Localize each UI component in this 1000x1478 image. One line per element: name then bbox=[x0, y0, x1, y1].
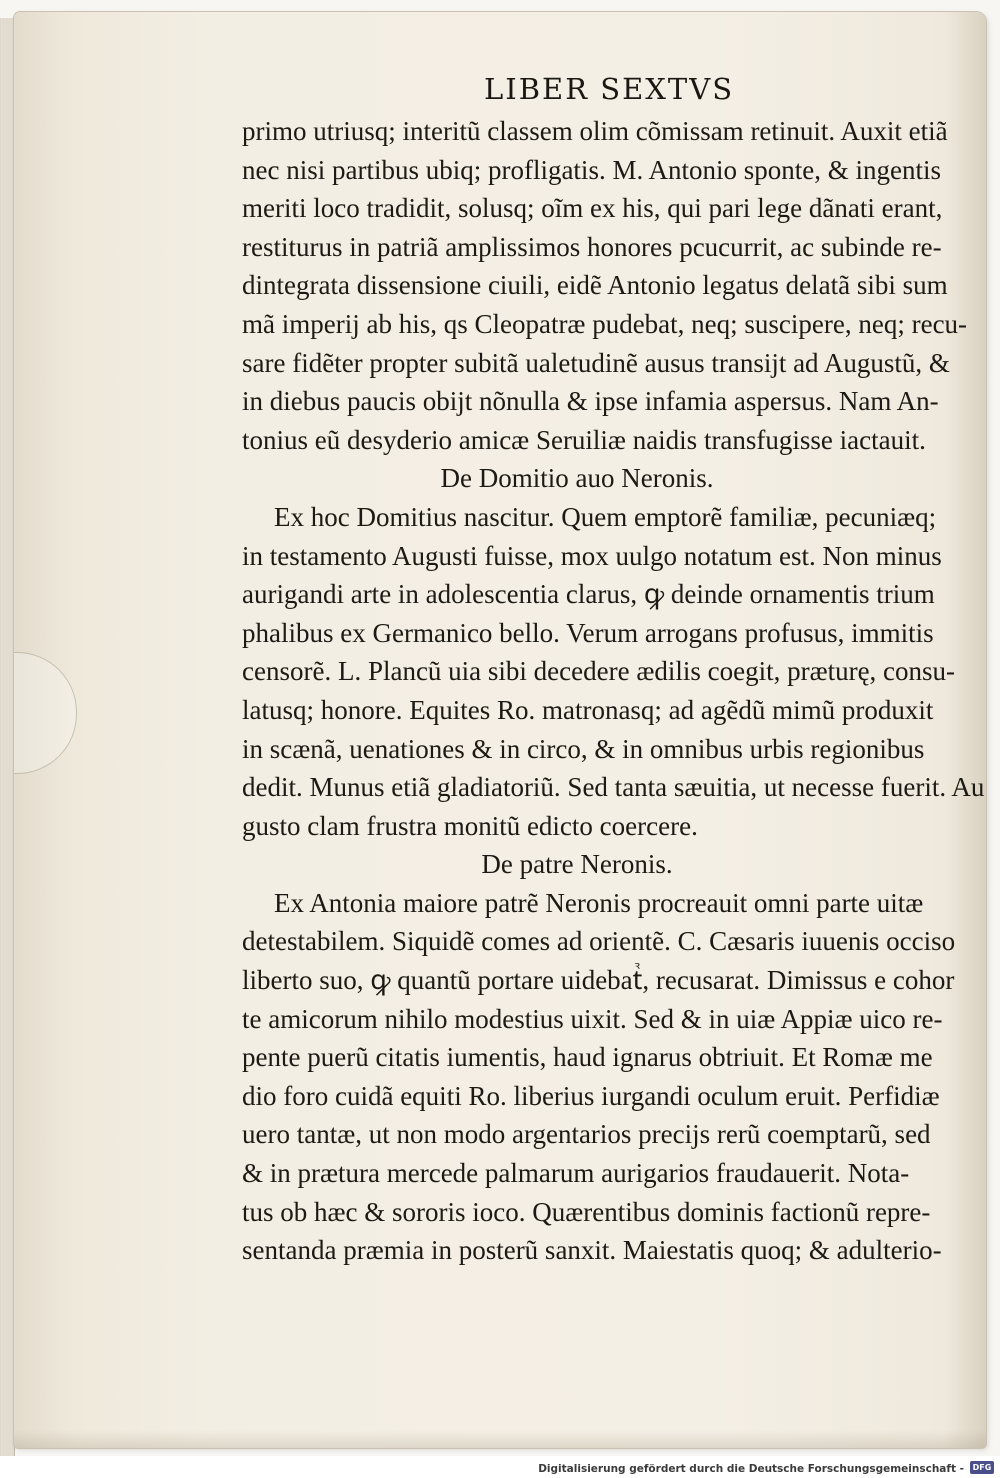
running-head: LIBER SEXTVS bbox=[484, 72, 735, 106]
text-line: Ex Antonia maiore patrẽ Neronis procreauit omni parte uitæ bbox=[274, 887, 924, 918]
text-line: in scænã, uenationes & in circo, & in omnibus urbis regionibus bbox=[242, 733, 925, 764]
text-line: meriti loco tradidit, solusq; oĩm ex his, qui pari lege dãnati erant, bbox=[242, 193, 943, 224]
section-heading: De patre Neronis. bbox=[481, 849, 673, 880]
text-line: & in prætura mercede palmarum aurigarios fraudauerit. Nota- bbox=[242, 1158, 910, 1189]
text-line: gusto clam frustra monitũ edicto coercere. bbox=[242, 810, 698, 841]
text-line: detestabilem. Siquidẽ comes ad orientẽ. C. Cæsaris iuuenis occiso bbox=[242, 926, 956, 957]
text-line: in testamento Augusti fuisse, mox uulgo notatum est. Non minus bbox=[242, 540, 942, 571]
text-line: te amicorum nihilo modestius uixit. Sed & in uiæ Appiæ uico re- bbox=[242, 1003, 943, 1034]
footer-bar bbox=[0, 1456, 1000, 1478]
text-line: sare fidẽter propter subitã ualetudinẽ ausus transijt ad Augustũ, & bbox=[242, 347, 950, 378]
text-line: restiturus in patriã amplissimos honores pcucurrit, ac subinde re- bbox=[242, 231, 942, 262]
text-line: Ex hoc Domitius nascitur. Quem emptorẽ familiæ, pecuniæq; bbox=[274, 501, 937, 532]
text-line: tus ob hæc & sororis ioco. Quærentibus dominis factionũ repre- bbox=[242, 1196, 931, 1227]
book-page bbox=[14, 12, 986, 1448]
text-line: aurigandi arte in adolescentia clarus, ꝙ deinde ornamentis trium bbox=[242, 579, 935, 610]
text-line: dintegrata dissensione ciuili, eidẽ Antonio legatus delatã sibi sum bbox=[242, 270, 948, 301]
text-line: sentanda præmia in posterũ sanxit. Maiestatis quoq; & adulterio- bbox=[242, 1235, 942, 1266]
page-fold-mark bbox=[14, 652, 77, 774]
text-line: phalibus ex Germanico bello. Verum arrogans profusus, immitis bbox=[242, 617, 934, 648]
dfg-logo-icon: DFG bbox=[970, 1461, 994, 1474]
text-line: mã imperij ab his, qs Cleopatræ pudebat, neq; suscipere, neq; recu- bbox=[242, 308, 968, 339]
text-line: nec nisi partibus ubiq; profligatis. M. Antonio sponte, & ingentis bbox=[242, 154, 941, 185]
text-line: latusq; honore. Equites Ro. matronasq; ad agẽdũ mimũ produxit bbox=[242, 694, 934, 725]
page-bottom-shadow bbox=[14, 1430, 986, 1448]
text-line: uero tantæ, ut non modo argentarios precijs rerũ coemptarũ, sed bbox=[242, 1119, 931, 1150]
text-line: dedit. Munus etiã gladiatoriũ. Sed tanta sæuitia, ut necesse fuerit. Au bbox=[242, 772, 985, 803]
text-line: censorẽ. L. Plancũ uia sibi decedere ædilis coegit, præturę, consu- bbox=[242, 656, 956, 687]
section-heading: De Domitio auo Neronis. bbox=[440, 463, 714, 494]
text-line: tonius eũ desyderio amicæ Seruiliæ naidis transfugisse iactauit. bbox=[242, 424, 926, 455]
text-line: pente puerũ citatis iumentis, haud ignarus obtriuit. Et Romæ me bbox=[242, 1042, 933, 1073]
digitization-credit: Digitalisierung gefördert durch die Deutsche Forschungsgemeinschaft - bbox=[538, 1463, 964, 1475]
text-line: liberto suo, ꝙ quantũ portare uidebatᷣ, recusarat. Dimissus e cohor bbox=[242, 965, 955, 996]
page-stack-edges bbox=[0, 18, 15, 1458]
text-line: primo utriusq; interitũ classem olim cõmissam retinuit. Auxit etiã bbox=[242, 116, 948, 146]
text-line: in diebus paucis obijt nõnulla & ipse infamia aspersus. Nam An- bbox=[242, 386, 939, 417]
text-line: dio foro cuidã equiti Ro. liberius iurgandi oculum eruit. Perfidiæ bbox=[242, 1080, 940, 1111]
text-block bbox=[242, 112, 985, 1270]
